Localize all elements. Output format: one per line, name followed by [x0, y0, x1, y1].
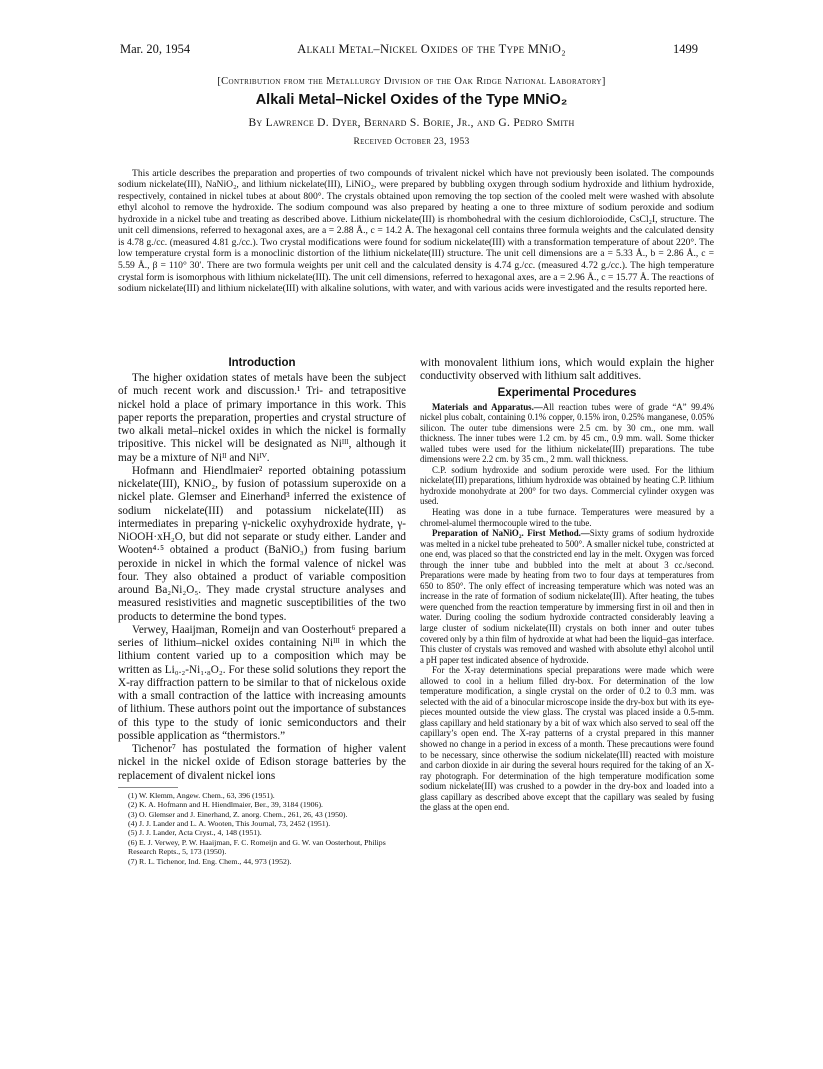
- issue-date: Mar. 20, 1954: [120, 42, 191, 56]
- intro-paragraph-4: Tichenor⁷ has postulated the formation of higher valent nickel in the nickel oxide of Edison storage batteries by the replacement of divalent nickel ions: [118, 743, 406, 782]
- footnotes: [118, 791, 406, 866]
- materials-runin: Materials and Apparatus.—: [432, 401, 543, 412]
- xray-paragraph: For the X-ray determinations special preparations were made which were allowed to cool in a helium filled dry-box. For determination of the low temperature modification, a single crystal on the order of 0.2 to 0.3 mm. was selected with the aid of a binocular microscope inside the dry-box but with its eye-pieces mounted outside the view glass. The crystal was placed inside a 0.5-mm. glass capillary and held stationary by a bit of wax which also served to seal off the capillary’s open end. The X-ray patterns of a crystal prepared in this manner showed no change in a period in excess of a month. These precautions were found to be necessary, since otherwise the sodium nickelate(III) reacted with moisture and carbon dioxide in air during the several hours required for the taking of an X-ray photograph. For determination of the high temperature modification some sodium nickelate(III) was crushed to a powder in the dry-box and loaded into a glass capillary as described above except that the capillary was sealed by fusing the glass at the open end.: [420, 665, 714, 813]
- materials-text: All reaction tubes were of grade “A” 99.4% nickel plus cobalt, containing 0.1% copper, 0.15% iron, 0.25% manganese, 0.05% silicon. The outer tube dimensions were 2.5 cm. by 30 cm., one mm. wall thickness. The inner tubes were 1.2 cm. by 45 cm., 0.9 mm. wall. Some thicker walled tubes were used for the lithium nickelate(III) preparations. The tube dimensions were 2.2 cm. by 35 cm., 2 mm. wall thickness.: [420, 401, 714, 465]
- footnote: (7) R. L. Tichenor, Ind. Eng. Chem., 44, 973 (1952).: [128, 856, 292, 866]
- right-column: [420, 357, 714, 813]
- intro-paragraph-1: The higher oxidation states of metals have been the subject of much recent work and discussion.¹ Tri- and tetrapositive nickel hold a place of primary importance in this work. This paper reports the preparation, properties and crystal structure of two alkali metal–nickel oxides in which the nickel is formally tripositive. This nickel will be designated as Niᴵᴵᴵ, although it may be a mixture of Niᴵᴵ and Niᴵⱽ.: [118, 372, 406, 464]
- footnote-divider: [118, 787, 178, 788]
- intro-paragraph-2: Hofmann and Hiendlmaier² reported obtaining potassium nickelate(III), KNiO₂, by fusion of potassium superoxide on a nickel plate. Glemser and Einerhand³ inferred the existence of sodium nickelate(III) and potassium nickelate(III) as intermediates in preparing γ-nickelic oxyhydroxide hydrate, γ-NiOOH·xH₂O, but did not separate or study either. Lander and Wooten⁴·⁵ obtained a product (BaNiO₃) from fusing barium peroxide in nickel in which the formal valence of nickel was four. They also obtained a product of variable composition around Ba₂Ni₂O₅. They made crystal structure analyses and measured resistivities and magnetic susceptibilities of the two products to determine the bond types.: [118, 464, 406, 623]
- footnote: (6) E. J. Verwey, P. W. Haaijman, F. C. Romeijn and G. W. van Oosterhout, Philips Research Repts., 5, 173 (1950).: [128, 837, 386, 857]
- preparation-text: Sixty grams of sodium hydroxide was melted in a nickel tube preheated to 500°. A smaller nickel tube, constricted at one end, was placed so that the constricted end lay in the melt. Oxygen was forced through the inner tube and bubbled into the melt at about 3 cc./second. Preparations were made by heating from two to four days at temperatures from 650 to 850°. The only effect of increasing temperature which was noted was an increase in the rate of formation of sodium nickelate(III). After heating, the tubes were quenched from the reaction temperature by immersing first in oil and then in water. During cooling the sodium hydroxide contracted considerably leaving a large cluster of sodium nickelate(III) crystals on both inner and outer tubes covered only by a thin film of hydroxide at what had been the liquid–gas interface. This cluster of crystals was removed and washed with absolute ethyl alcohol until a pH paper test indicated absence of hydroxide.: [420, 528, 715, 665]
- heating-paragraph: Heating was done in a tube furnace. Temperatures were measured by a chromel-alumel thermocouple wired to the tube.: [420, 506, 714, 528]
- article-title: Alkali Metal–Nickel Oxides of the Type MNiO₂: [255, 92, 568, 108]
- left-column: [118, 357, 406, 866]
- footnote: (2) K. A. Hofmann and H. Hiendlmaier, Ber., 39, 3184 (1906).: [128, 800, 324, 810]
- experimental-heading: Experimental Procedures: [497, 386, 637, 399]
- footnote: (5) J. J. Lander, Acta Cryst., 4, 148 (1951).: [128, 828, 262, 838]
- introduction-heading: Introduction: [228, 357, 296, 369]
- intro-continuation: with monovalent lithium ions, which would explain the higher conductivity observed with lithium salt additives.: [420, 357, 714, 383]
- intro-paragraph-3: Verwey, Haaijman, Romeijn and van Oosterhout⁶ prepared a series of lithium–nickel oxides containing Niᴵᴵᴵ in which the lithium content varied up to a composition which may be written as Li₀.₂-Ni₁.₈O₂. For these solid solutions they report the X-ray diffraction pattern to be similar to that of nickelous oxide with a small contraction of the lattice with increasing amounts of lithium. These authors point out the importance of substances of this type to the study of ionic semiconductors and their possible application as “thermistors.”: [118, 623, 406, 742]
- abstract: This article describes the preparation and properties of two compounds of trivalent nickel which have not previously been isolated. The compounds sodium nickelate(III), NaNiO₂, and lithium nickelate(III), LiNiO₂, were prepared by bubbling oxygen through sodium hydroxide and lithium hydroxide, respectively, contained in nickel tubes at about 800°. The crystals obtained upon removing the top section of the cooled melt were washed with absolute ethyl alcohol to remove the hydroxide. The sodium compound was also prepared by heating a one to three mixture of sodium peroxide and sodium hydroxide in a nickel tube and treating as described above. Lithium nickelate(III) is rhombohedral with the cesium dichloroiodide, CsCl₂I, structure. The unit cell dimensions, referred to hexagonal axes, are a = 2.88 Å., c = 14.2 Å. The hexagonal cell contains three formula weights and the calculated density is 4.78 g./cc. (measured 4.81 g./cc.). Two crystal modifications were found for sodium nickelate(III) with a transformation temperature of about 220°. The low temperature crystal form is a monoclinic distortion of the lithium nickelate(III) structure. The unit cell dimensions are a = 5.33 Å., b = 2.86 Å., c = 5.59 Å., β = 110° 30′. There are two formula weights per unit cell and the calculated density is 4.74 g./cc. (measured 4.72 g./cc.). The high temperature crystal form is isomorphous with lithium nickelate(III). The unit cell dimensions, referred to hexagonal axes, are a = 2.96 Å., c = 15.77 Å. The reactions of sodium nickelate(III) and lithium nickelate(III) with alkaline solutions, with water, and with various acids were investigated and the results reported here.: [118, 167, 714, 295]
- received-date: Received October 23, 1953: [353, 137, 470, 147]
- footnote: (4) J. J. Lander and L. A. Wooten, This Journal, 73, 2452 (1951).: [128, 818, 331, 828]
- preparation-paragraph: [420, 528, 714, 665]
- running-head: [120, 42, 698, 57]
- footnote: (3) O. Glemser and J. Einerhand, Z. anorg. Chem., 261, 26, 43 (1950).: [128, 809, 348, 819]
- footnote: (1) W. Klemm, Angew. Chem., 63, 396 (1951).: [128, 790, 275, 800]
- reagents-paragraph: C.P. sodium hydroxide and sodium peroxide were used. For the lithium nickelate(III) preparations, lithium hydroxide was obtained by heating C.P. lithium hydroxide monohydrate at 200° for two days. Commercial cylinder oxygen was used.: [420, 464, 714, 507]
- author-line: By Lawrence D. Dyer, Bernard S. Borie, Jr., and G. Pedro Smith: [248, 117, 575, 129]
- preparation-runin: Preparation of NaNiO₂. First Method.—: [432, 528, 590, 539]
- materials-paragraph: [420, 402, 714, 465]
- contribution-line: [Contribution from the Metallurgy Division of the Oak Ridge National Laboratory]: [217, 76, 606, 87]
- running-title: Alkali Metal–Nickel Oxides of the Type MNiO₂: [297, 42, 566, 56]
- page-number: 1499: [672, 42, 698, 56]
